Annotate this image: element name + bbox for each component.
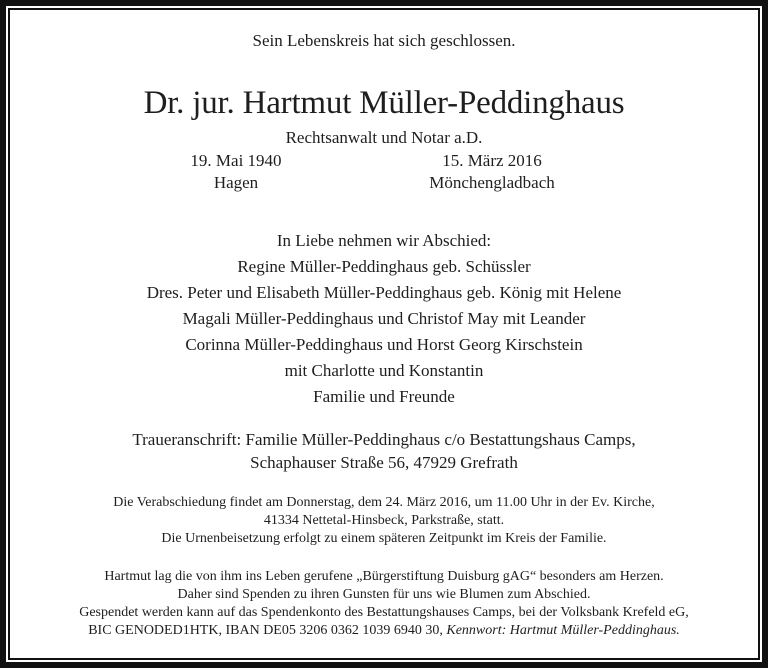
condolence-address <box>10 428 758 474</box>
deceased-name: Dr. jur. Hartmut Müller-Peddinghaus <box>143 85 625 121</box>
death-date: 15. März 2016 <box>442 151 542 170</box>
address-line: Traueranschrift: Familie Müller-Peddinghaus c/o Bestattungshaus Camps, <box>132 430 636 449</box>
deceased-title: Rechtsanwalt und Notar a.D. <box>285 128 483 147</box>
birth-place: Hagen <box>213 173 259 192</box>
mourners-intro: In Liebe nehmen wir Abschied: <box>276 231 492 250</box>
service-line: 41334 Nettetal-Hinsbeck, Parkstraße, statt. <box>263 513 505 528</box>
funeral-service-info <box>10 494 758 548</box>
service-line: Die Verabschiedung findet am Donnerstag, dem 24. März 2016, um 11.00 Uhr in der Ev. Kirche, <box>113 495 655 510</box>
frame-gap <box>6 6 762 662</box>
mourner-line: Corinna Müller-Peddinghaus und Horst Georg Kirschstein <box>185 335 583 354</box>
mourner-line: mit Charlotte und Konstantin <box>284 361 484 380</box>
birth-date: 19. Mai 1940 <box>190 151 282 170</box>
donation-keyword: Kennwort: Hartmut Müller-Peddinghaus. <box>446 623 680 638</box>
bank-details: BIC GENODED1HTK, IBAN DE05 3206 0362 1039 6940 30, <box>88 623 443 638</box>
mourner-line: Regine Müller-Peddinghaus geb. Schüssler <box>237 257 531 276</box>
donation-line: Hartmut lag die von ihm ins Leben gerufene „Bürgerstiftung Duisburg gAG“ besonders am Herzen. <box>104 569 664 584</box>
mourners-list <box>10 228 758 410</box>
birth-info <box>126 150 346 194</box>
mourner-line: Dres. Peter und Elisabeth Müller-Peddinghaus geb. König mit Helene <box>146 283 622 302</box>
death-info <box>382 150 602 194</box>
death-place: Mönchengladbach <box>429 173 555 192</box>
mourner-line: Familie und Freunde <box>313 387 455 406</box>
mourner-line: Magali Müller-Peddinghaus und Christof May mit Leander <box>182 309 586 328</box>
obituary-inner-frame <box>8 8 760 660</box>
motto: Sein Lebenskreis hat sich geschlossen. <box>252 31 516 50</box>
address-line: Schaphauser Straße 56, 47929 Grefrath <box>250 453 518 472</box>
bank-details-line <box>10 622 758 640</box>
donation-info <box>10 568 758 640</box>
service-line: Die Urnenbeisetzung erfolgt zu einem späteren Zeitpunkt im Kreis der Familie. <box>161 531 607 546</box>
donation-line: Daher sind Spenden zu ihren Gunsten für uns wie Blumen zum Abschied. <box>177 587 591 602</box>
donation-line: Gespendet werden kann auf das Spendenkonto des Bestattungshauses Camps, bei der Volksbank Krefeld eG, <box>79 605 689 620</box>
life-dates <box>10 150 758 198</box>
